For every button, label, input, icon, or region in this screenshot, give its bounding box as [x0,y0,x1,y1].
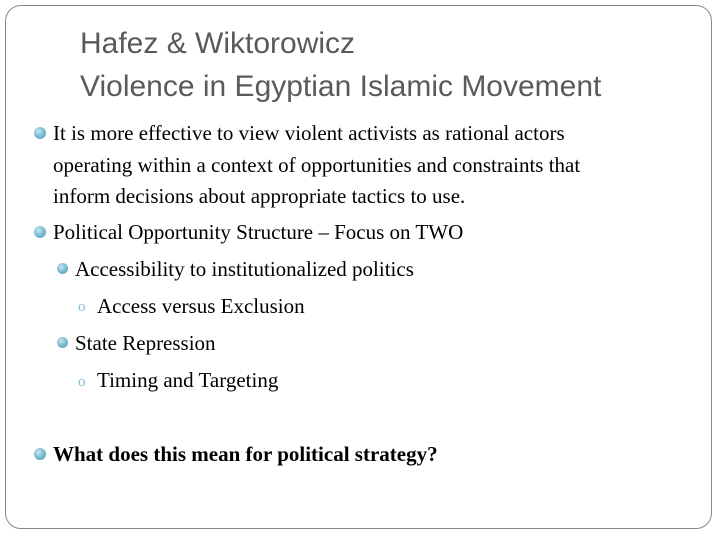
bullet-1-line-2: operating within a context of opportunities and constraints that [53,153,581,177]
bullet-3-text: What does this mean for political strategy? [53,442,438,466]
title-line-2: Violence in Egyptian Islamic Movement [80,70,602,103]
sub-bullet-1-text: Accessibility to institutionalized politics [75,257,414,281]
bullet-2-text: Political Opportunity Structure – Focus on TWO [53,220,464,244]
circle-marker-icon: o [78,374,86,390]
sub-bullet-icon [57,337,68,348]
bullet-icon [34,127,46,139]
bullet-1-line-3: inform decisions about appropriate tactics to use. [53,184,466,208]
title-line-1: Hafez & Wiktorowicz [80,27,356,60]
sub-bullet-icon [57,263,68,274]
circle-marker-icon: o [78,299,86,315]
bullet-icon [34,226,46,238]
sub-item-1-text: Access versus Exclusion [97,294,305,318]
bullet-1-line-1: It is more effective to view violent activists as rational actors [53,121,565,145]
sub-bullet-2-text: State Repression [75,331,216,355]
bullet-icon [34,448,46,460]
slide-title [80,22,601,108]
sub-item-2-text: Timing and Targeting [97,368,279,392]
